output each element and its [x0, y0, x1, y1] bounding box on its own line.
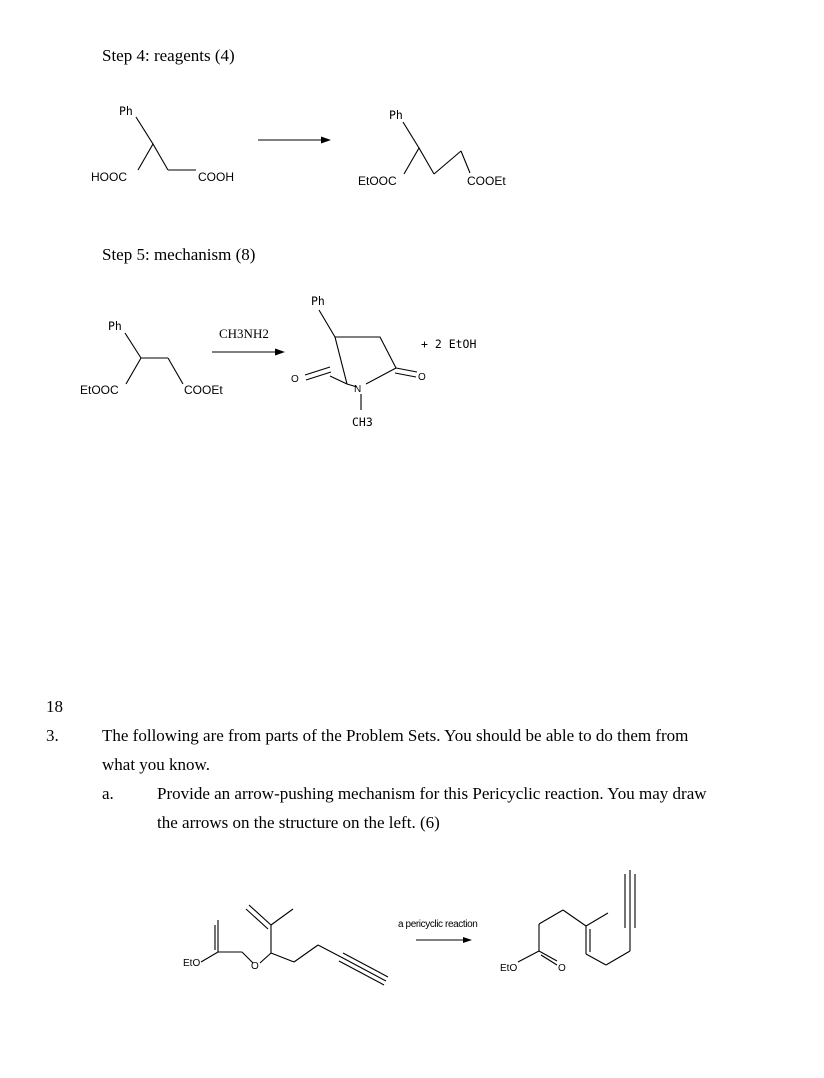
pericyclic-reactant-chain-3: [318, 945, 341, 957]
pericyclic-product-o: O: [558, 963, 566, 974]
pericyclic-product-eto: EtO: [500, 963, 518, 974]
step5-product-carbonyl-right-2: [395, 373, 416, 377]
step4-product-ch2-b: [461, 151, 470, 173]
pericyclic-arrow-label: a pericyclic reaction: [398, 919, 478, 930]
question-number: 3.: [46, 726, 59, 745]
step4-heading: Step 4: reagents (4): [102, 46, 235, 65]
step4-product-left-group: EtOOC: [358, 174, 397, 188]
part-a-line1: Provide an arrow-pushing mechanism for this Pericyclic reaction. You may draw: [157, 784, 707, 803]
step5-product-ph-label: Ph: [311, 294, 325, 308]
question-intro-line1: The following are from parts of the Problem Sets. You should be able to do them from: [102, 726, 689, 745]
pericyclic-reactant-methyl: [271, 909, 293, 925]
step4-product-ch2-a: [434, 151, 461, 174]
question-intro-line2: what you know.: [102, 755, 210, 774]
step4-reactant-ph-label: Ph: [119, 104, 133, 118]
step4-reactant-ph-bond: [136, 117, 153, 144]
part-a-label: a.: [102, 784, 114, 803]
step4-product-right-group: COOEt: [467, 174, 506, 188]
pericyclic-reactant-alkyne-1: [341, 957, 386, 981]
step4-reactant-chain: [138, 144, 168, 170]
pericyclic-product-chain-1: [539, 910, 563, 924]
step5-reactant-structure: [80, 319, 223, 397]
step5-product-ring-carbonyl-left-link: [330, 376, 347, 384]
pericyclic-reactant-structure: [183, 905, 388, 985]
step5-reactant-ph-label: Ph: [108, 319, 122, 333]
pericyclic-product-methyl: [586, 913, 608, 926]
pericyclic-product-structure: [500, 870, 635, 974]
pericyclic-reactant-chain-2: [294, 945, 318, 962]
step4-reaction-arrow: [258, 137, 331, 144]
step5-reactant-chain-b: [168, 358, 183, 384]
pericyclic-reactant-o-ch: [260, 953, 271, 963]
step5-reactant-left-group: EtOOC: [80, 383, 119, 397]
pericyclic-reactant-chain-1: [271, 953, 294, 962]
step4-reactant-left-group: HOOC: [91, 170, 127, 184]
step4-product-ph-bond: [403, 122, 419, 148]
step5-product-n-label: N: [354, 384, 362, 395]
step5-reactant-chain-a: [126, 358, 168, 384]
step4-reactant-right-group: COOH: [198, 170, 234, 184]
pericyclic-product-chain-2: [563, 910, 586, 926]
pericyclic-product-chain-3: [586, 954, 606, 965]
step5-product-ch3-label: CH3: [352, 415, 373, 429]
pericyclic-reaction-arrow: [398, 919, 477, 943]
step5-product-carbonyl-right-1: [396, 368, 417, 372]
pericyclic-product-eto-bond: [518, 951, 539, 962]
pericyclic-reactant-o: O: [251, 961, 259, 972]
step5-product-structure: [291, 294, 476, 429]
step5-reaction-arrow: [212, 326, 285, 356]
page-number: 18: [46, 697, 63, 716]
pericyclic-product-chain-4: [606, 951, 630, 965]
step5-product-o-right: O: [418, 372, 426, 383]
step4-reactant-structure: [91, 104, 234, 184]
pericyclic-reactant-eto: EtO: [183, 958, 201, 969]
step4-product-ph-label: Ph: [389, 108, 403, 122]
step4-product-chain: [404, 148, 434, 174]
step5-reactant-right-group: COOEt: [184, 383, 223, 397]
pericyclic-reactant-alkyne-3: [339, 961, 384, 985]
part-a-line2: the arrows on the structure on the left. (6): [157, 813, 440, 832]
step5-product-o-left: O: [291, 374, 299, 385]
step5-product-ph-bond: [319, 310, 335, 337]
pericyclic-reactant-alkyne-2: [343, 953, 388, 977]
step5-byproduct: + 2 EtOH: [421, 337, 477, 351]
step4-product-structure: [358, 108, 506, 188]
step5-heading: Step 5: mechanism (8): [102, 245, 256, 264]
step5-reagent-label: CH3NH2: [219, 326, 269, 341]
step5-reactant-ph-bond: [125, 333, 141, 358]
step5-product-ring: [335, 337, 396, 384]
pericyclic-reactant-eto-bond: [201, 952, 218, 962]
